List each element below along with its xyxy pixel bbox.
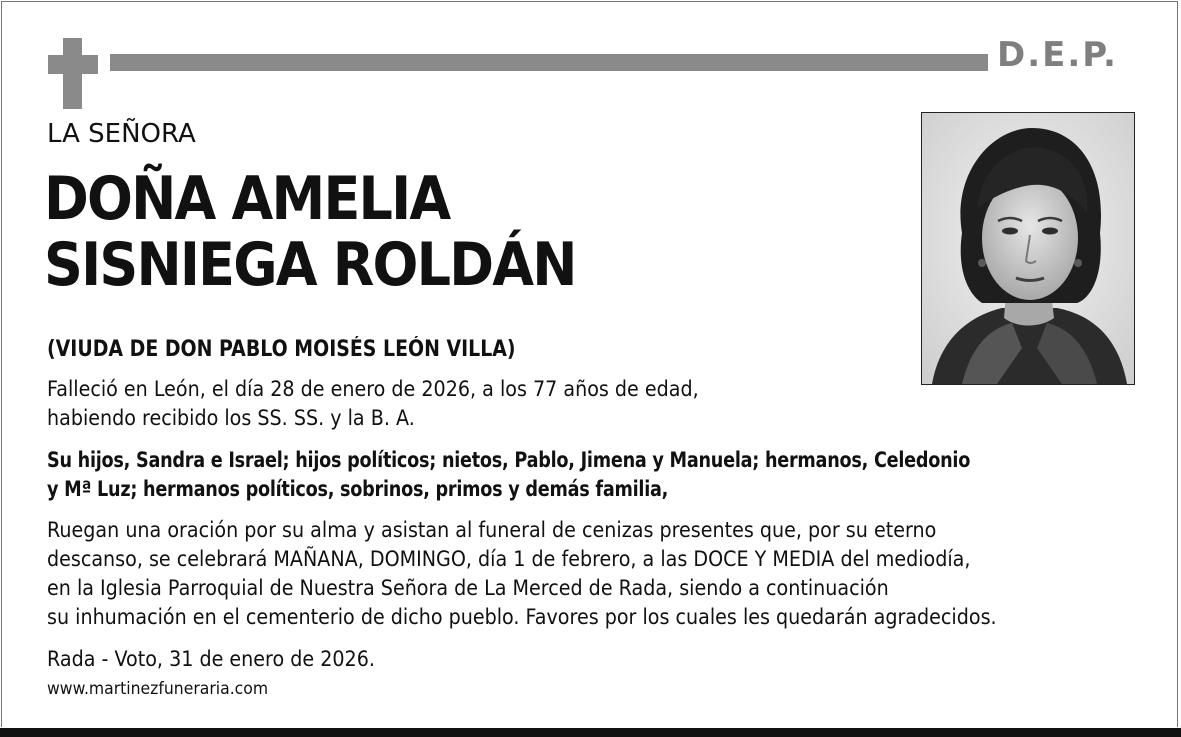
cross-icon-arm (48, 55, 98, 74)
name-line-1: DOÑA AMELIA (44, 164, 450, 234)
funeral-line-1: Ruegan una oración por su alma y asistan al funeral de cenizas presentes que, por su eterno (47, 518, 937, 542)
name-line-2: SISNIEGA ROLDÁN (44, 230, 576, 300)
portrait-photo (921, 112, 1135, 385)
funeral-line-2: descanso, se celebrará MAÑANA, DOMINGO, día 1 de febrero, a las DOCE Y MEDIA del mediodía, (47, 547, 971, 571)
widow-of: (VIUDA DE DON PABLO MOISÉS LEÓN VILLA) (47, 337, 516, 362)
deceased-name (44, 166, 576, 298)
death-notice-line-2: habiendo recibido los SS. SS. y la B. A. (47, 406, 415, 430)
family-line-2: y Mª Luz; hermanos políticos, sobrinos, primos y demás familia, (47, 477, 669, 501)
website-link[interactable]: www.martinezfuneraria.com (47, 679, 269, 699)
funeral-line-3: en la Iglesia Parroquial de Nuestra Señora de La Merced de Rada, siendo a continuación (47, 576, 889, 600)
dep-label: D.E.P. (997, 35, 1118, 75)
honorific: LA SEÑORA (47, 119, 196, 149)
bottom-rule (0, 728, 1181, 737)
header-rule (110, 54, 988, 71)
place-date: Rada - Voto, 31 de enero de 2026. (47, 647, 375, 671)
funeral-line-4: su inhumación en el cementerio de dicho pueblo. Favores por los cuales les quedarán agradecidos. (47, 605, 997, 629)
family-line-1: Su hijos, Sandra e Israel; hijos políticos; nietos, Pablo, Jimena y Manuela; hermanos, Celedonio (47, 448, 971, 472)
death-notice (47, 375, 699, 433)
portrait-image (922, 113, 1134, 384)
death-notice-line-1: Falleció en León, el día 28 de enero de 2026, a los 77 años de edad, (47, 377, 699, 401)
funeral-details (47, 516, 997, 632)
family-list (47, 446, 970, 504)
